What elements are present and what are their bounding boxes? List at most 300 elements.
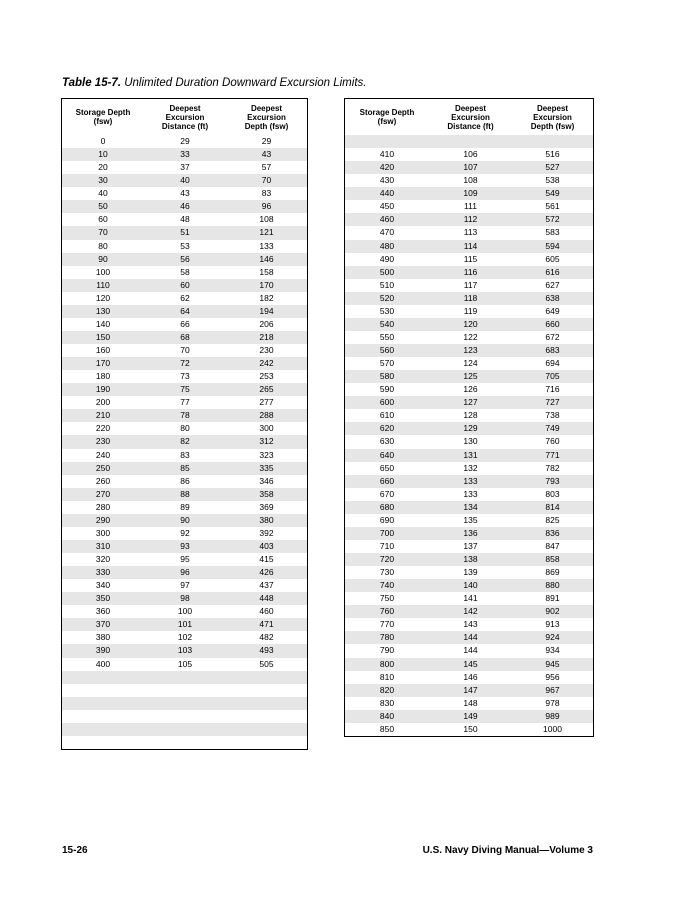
cell-excursion-distance: 77 (180, 397, 190, 408)
cell-storage-depth: 310 (95, 540, 111, 551)
table-row (345, 527, 593, 540)
table-row (62, 396, 307, 409)
cell-storage-depth: 200 (95, 397, 111, 408)
cell-excursion-distance: 73 (180, 371, 190, 382)
table-row (62, 540, 307, 553)
cell-excursion-distance: 92 (180, 527, 190, 538)
header-excursion-distance: Deepest Excursion Distance (ft) (161, 103, 209, 131)
cell-excursion-depth: 716 (545, 384, 560, 395)
cell-excursion-distance: 113 (463, 227, 478, 238)
cell-storage-depth: 650 (379, 462, 395, 473)
cell-storage-depth: 720 (379, 554, 395, 564)
cell-excursion-depth: 312 (259, 436, 274, 447)
cell-excursion-distance: 56 (180, 253, 190, 264)
cell-storage-depth: 700 (379, 527, 395, 538)
cell-storage-depth: 630 (379, 436, 395, 447)
table-row (62, 566, 307, 579)
table-row (62, 344, 307, 357)
cell-excursion-depth: 482 (259, 632, 274, 643)
cell-storage-depth: 610 (379, 410, 395, 421)
cell-excursion-distance: 89 (180, 501, 190, 512)
cell-excursion-distance: 70 (180, 345, 190, 355)
cell-excursion-depth: 133 (259, 240, 274, 251)
cell-storage-depth: 170 (95, 358, 111, 369)
cell-excursion-depth: 627 (545, 279, 560, 290)
cell-storage-depth: 510 (379, 279, 395, 290)
cell-excursion-depth: 426 (259, 567, 274, 578)
table-row (345, 435, 593, 448)
cell-storage-depth: 770 (379, 619, 395, 630)
cell-excursion-depth: 83 (261, 188, 272, 199)
cell-excursion-distance: 108 (463, 175, 478, 186)
cell-storage-depth: 350 (95, 593, 111, 604)
table-row (62, 292, 307, 305)
table-row (345, 475, 593, 488)
cell-excursion-distance: 117 (463, 279, 478, 290)
table-row (345, 449, 593, 462)
cell-storage-depth: 380 (95, 632, 111, 643)
cell-storage-depth: 370 (95, 619, 111, 630)
table-row (345, 383, 593, 396)
cell-excursion-depth: 782 (545, 462, 560, 473)
cell-excursion-depth: 1000 (543, 723, 562, 734)
cell-excursion-distance: 33 (180, 149, 190, 160)
cell-storage-depth: 850 (379, 723, 395, 734)
cell-excursion-depth: 206 (259, 318, 274, 329)
cell-storage-depth: 300 (95, 527, 111, 538)
table-row (62, 148, 307, 161)
cell-storage-depth: 260 (95, 475, 111, 486)
cell-excursion-distance: 29 (180, 136, 190, 146)
cell-storage-depth: 450 (379, 201, 395, 212)
cell-excursion-depth (226, 697, 307, 710)
cell-excursion-depth: 561 (545, 201, 560, 212)
cell-excursion-distance: 141 (463, 593, 478, 604)
cell-storage-depth: 60 (98, 214, 108, 225)
cell-storage-depth: 120 (95, 292, 111, 303)
cell-excursion-distance: 43 (180, 188, 190, 199)
cell-excursion-distance: 135 (463, 514, 478, 525)
cell-excursion-depth: 230 (259, 345, 274, 355)
table-row (345, 710, 593, 723)
cell-excursion-depth: 218 (259, 331, 274, 342)
cell-excursion-distance: 144 (463, 632, 478, 643)
table-row (345, 514, 593, 527)
cell-storage-depth: 780 (379, 632, 395, 643)
cell-excursion-distance (144, 736, 226, 749)
cell-storage-depth: 560 (379, 345, 395, 355)
cell-excursion-depth: 825 (545, 514, 560, 525)
table-row (62, 279, 307, 292)
cell-excursion-distance: 46 (180, 201, 190, 212)
cell-excursion-distance: 138 (463, 554, 478, 564)
cell-excursion-depth: 358 (259, 488, 274, 499)
table-row (345, 566, 593, 579)
cell-storage-depth: 50 (98, 201, 108, 212)
cell-excursion-depth: 277 (259, 397, 274, 408)
cell-storage-depth: 110 (96, 279, 110, 290)
cell-excursion-depth: 902 (545, 606, 560, 617)
cell-excursion-distance: 40 (180, 175, 190, 186)
cell-storage-depth: 440 (379, 188, 395, 199)
table-row (345, 305, 593, 318)
table-row (345, 331, 593, 344)
cell-storage-depth (62, 710, 144, 723)
cell-excursion-depth: 158 (259, 266, 274, 277)
cell-excursion-distance: 64 (180, 305, 190, 316)
cell-storage-depth: 820 (379, 684, 395, 695)
table-row (62, 240, 307, 253)
cell-excursion-depth: 369 (259, 501, 274, 512)
cell-excursion-distance (144, 723, 226, 736)
cell-excursion-depth: 649 (545, 305, 560, 316)
cell-storage-depth: 470 (379, 227, 395, 238)
header-storage-depth: Storage Depth (fsw) (359, 108, 415, 126)
table-row (345, 592, 593, 605)
cell-excursion-depth: 70 (261, 175, 272, 186)
cell-storage-depth (62, 736, 144, 749)
cell-excursion-distance: 119 (463, 305, 478, 316)
cell-excursion-depth: 265 (259, 384, 274, 395)
cell-storage-depth: 80 (98, 240, 108, 251)
cell-excursion-depth: 847 (545, 540, 560, 551)
cell-storage-depth: 420 (379, 162, 395, 173)
cell-excursion-depth: 694 (545, 358, 560, 369)
cell-excursion-depth: 880 (545, 580, 560, 591)
table-row (345, 671, 593, 684)
cell-storage-depth: 70 (98, 227, 108, 238)
cell-excursion-depth: 505 (259, 658, 274, 669)
cell-excursion-distance: 107 (463, 162, 478, 173)
cell-storage-depth: 130 (95, 305, 111, 316)
cell-storage-depth: 250 (95, 462, 111, 473)
table-row (62, 736, 307, 749)
cell-storage-depth: 710 (379, 540, 395, 551)
table-row (62, 435, 307, 448)
cell-excursion-depth: 891 (545, 593, 560, 604)
cell-storage-depth: 360 (95, 606, 111, 617)
cell-excursion-distance: 126 (463, 384, 478, 395)
cell-excursion-distance: 51 (180, 227, 190, 238)
table-row (62, 514, 307, 527)
table-row (345, 292, 593, 305)
cell-storage-depth (62, 697, 144, 710)
cell-excursion-distance: 62 (180, 292, 190, 303)
cell-excursion-distance: 90 (180, 514, 190, 525)
table-row (345, 200, 593, 213)
cell-storage-depth: 530 (379, 305, 395, 316)
cell-excursion-depth: 549 (545, 188, 560, 199)
table-row (345, 357, 593, 370)
table-row (62, 462, 307, 475)
cell-storage-depth: 600 (379, 397, 395, 408)
cell-excursion-depth (226, 710, 307, 723)
table-row (345, 631, 593, 644)
table-row (345, 618, 593, 631)
table-row (345, 553, 593, 566)
table-row (345, 226, 593, 239)
table-row (345, 213, 593, 226)
cell-excursion-distance: 136 (463, 527, 478, 538)
table-row (345, 540, 593, 553)
table-row (345, 266, 593, 279)
cell-storage-depth: 160 (95, 345, 111, 355)
cell-storage-depth: 220 (95, 423, 111, 434)
cell-excursion-distance: 125 (463, 371, 478, 382)
cell-storage-depth: 670 (379, 488, 395, 499)
table-row (62, 671, 307, 684)
table-row (62, 697, 307, 710)
cell-excursion-depth: 814 (545, 501, 560, 512)
cell-storage-depth: 620 (379, 423, 395, 434)
cell-excursion-distance (429, 135, 512, 148)
cell-storage-depth: 210 (95, 410, 111, 421)
cell-excursion-distance: 68 (180, 331, 190, 342)
table-row (345, 187, 593, 200)
cell-excursion-distance: 116 (463, 266, 478, 277)
cell-excursion-distance: 140 (463, 580, 478, 591)
cell-excursion-depth: 727 (545, 397, 560, 408)
table-row (62, 383, 307, 396)
cell-excursion-distance: 134 (463, 501, 478, 512)
cell-excursion-distance: 78 (180, 410, 190, 421)
cell-excursion-distance: 149 (463, 710, 478, 721)
cell-excursion-distance (144, 710, 226, 723)
cell-storage-depth: 90 (98, 253, 108, 264)
cell-storage-depth: 400 (95, 658, 111, 669)
table-row (345, 579, 593, 592)
table-number: Table 15-7. (62, 77, 122, 89)
table-body-right (345, 135, 593, 736)
cell-storage-depth: 730 (379, 567, 395, 578)
table-row (345, 135, 593, 148)
cell-excursion-distance: 97 (180, 580, 190, 591)
cell-excursion-distance: 128 (463, 410, 478, 421)
table-row (62, 475, 307, 488)
cell-excursion-distance: 127 (463, 397, 478, 408)
cell-storage-depth: 140 (95, 318, 111, 329)
excursion-table-right (344, 98, 594, 737)
cell-excursion-distance: 145 (463, 658, 478, 669)
cell-excursion-depth: 793 (545, 475, 560, 486)
cell-storage-depth: 410 (379, 149, 395, 160)
cell-storage-depth: 460 (379, 214, 395, 225)
cell-excursion-distance: 123 (463, 345, 478, 355)
table-row (62, 553, 307, 566)
cell-excursion-distance: 83 (180, 449, 190, 460)
cell-storage-depth: 750 (379, 593, 395, 604)
cell-excursion-depth: 738 (545, 410, 560, 421)
table-row (345, 488, 593, 501)
table-row (62, 644, 307, 657)
cell-excursion-depth: 605 (545, 253, 560, 264)
cell-excursion-depth: 380 (259, 514, 274, 525)
table-row (62, 579, 307, 592)
cell-excursion-distance: 144 (463, 645, 478, 656)
cell-excursion-distance: 105 (177, 658, 193, 669)
excursion-table-left (61, 98, 308, 750)
cell-storage-depth: 640 (379, 449, 395, 460)
table-row (62, 213, 307, 226)
cell-excursion-distance: 37 (180, 162, 190, 173)
cell-excursion-depth (226, 723, 307, 736)
table-row (62, 710, 307, 723)
table-header (62, 99, 307, 135)
table-row (62, 135, 307, 148)
cell-excursion-depth: 660 (545, 318, 560, 329)
cell-excursion-distance: 60 (180, 279, 190, 290)
cell-excursion-depth: 96 (261, 201, 272, 212)
cell-storage-depth (62, 723, 144, 736)
cell-excursion-distance: 75 (180, 384, 190, 395)
table-row (62, 161, 307, 174)
table-body-left (62, 135, 307, 749)
cell-excursion-depth: 749 (545, 423, 560, 434)
table-row (345, 370, 593, 383)
cell-excursion-depth: 146 (259, 253, 274, 264)
cell-excursion-distance: 111 (464, 201, 477, 212)
table-row (62, 618, 307, 631)
cell-storage-depth: 520 (379, 292, 395, 303)
cell-storage-depth (62, 671, 144, 684)
cell-excursion-distance: 124 (463, 358, 478, 369)
table-row (62, 331, 307, 344)
table-row (62, 253, 307, 266)
cell-excursion-depth: 448 (259, 593, 274, 604)
table-row (62, 422, 307, 435)
cell-excursion-distance: 48 (180, 214, 190, 225)
table-row (345, 318, 593, 331)
table-row (62, 684, 307, 697)
table-row (62, 501, 307, 514)
cell-excursion-distance: 118 (463, 292, 478, 303)
cell-excursion-depth: 945 (545, 658, 560, 669)
cell-excursion-depth: 253 (259, 371, 274, 382)
cell-excursion-depth: 415 (259, 554, 274, 564)
table-row (345, 462, 593, 475)
table-row (62, 592, 307, 605)
cell-excursion-depth: 760 (545, 436, 560, 447)
cell-excursion-distance: 86 (180, 475, 190, 486)
table-row (62, 200, 307, 213)
cell-excursion-distance: 103 (177, 645, 193, 656)
table-row (345, 148, 593, 161)
cell-storage-depth: 330 (95, 567, 111, 578)
table-row (345, 253, 593, 266)
cell-excursion-depth: 705 (545, 371, 560, 382)
cell-storage-depth: 660 (379, 475, 395, 486)
cell-excursion-depth: 913 (545, 619, 560, 630)
cell-storage-depth: 180 (95, 371, 111, 382)
cell-storage-depth: 40 (98, 188, 108, 199)
cell-excursion-depth: 57 (261, 162, 272, 173)
table-row (345, 344, 593, 357)
cell-excursion-depth: 323 (259, 449, 274, 460)
table-row (345, 279, 593, 292)
table-row (62, 174, 307, 187)
cell-excursion-depth: 121 (259, 227, 274, 238)
table-row (345, 723, 593, 736)
cell-excursion-depth: 583 (545, 227, 560, 238)
cell-storage-depth: 280 (95, 501, 111, 512)
cell-storage-depth: 20 (98, 162, 108, 173)
cell-excursion-depth: 934 (545, 645, 560, 656)
cell-excursion-distance (144, 671, 226, 684)
table-row (345, 697, 593, 710)
cell-storage-depth: 790 (379, 645, 395, 656)
cell-excursion-distance: 139 (463, 567, 478, 578)
cell-excursion-depth: 182 (259, 292, 274, 303)
cell-excursion-distance: 129 (463, 423, 478, 434)
header-excursion-depth: Deepest Excursion Depth (fsw) (530, 103, 575, 131)
cell-storage-depth: 150 (95, 331, 111, 342)
table-row (62, 409, 307, 422)
cell-excursion-depth (512, 135, 593, 148)
cell-excursion-distance: 147 (463, 684, 478, 695)
cell-excursion-distance: 143 (463, 619, 478, 630)
cell-excursion-distance: 80 (180, 423, 190, 434)
cell-storage-depth (345, 135, 429, 148)
table-row (345, 240, 593, 253)
cell-storage-depth: 10 (98, 149, 108, 160)
cell-excursion-distance: 106 (463, 149, 478, 160)
cell-excursion-distance: 100 (177, 606, 193, 617)
cell-excursion-depth: 527 (545, 162, 560, 173)
cell-excursion-depth: 771 (545, 449, 560, 460)
cell-excursion-depth: 460 (259, 606, 274, 617)
cell-excursion-depth: 437 (259, 580, 274, 591)
cell-storage-depth: 500 (379, 266, 395, 277)
cell-excursion-distance: 142 (463, 606, 478, 617)
table-row (345, 684, 593, 697)
cell-excursion-distance: 102 (177, 632, 193, 643)
header-storage-depth: Storage Depth (fsw) (75, 108, 131, 126)
cell-storage-depth: 800 (379, 658, 395, 669)
cell-excursion-depth: 858 (545, 554, 560, 564)
cell-excursion-depth: 594 (545, 240, 560, 251)
cell-excursion-depth (226, 671, 307, 684)
cell-excursion-depth: 346 (259, 475, 274, 486)
cell-excursion-depth: 194 (259, 305, 274, 316)
table-row (345, 422, 593, 435)
table-row (345, 174, 593, 187)
table-title: Unlimited Duration Downward Excursion Limits. (124, 77, 367, 89)
cell-excursion-distance: 88 (180, 488, 190, 499)
cell-excursion-distance: 137 (463, 540, 478, 551)
table-row (345, 501, 593, 514)
cell-excursion-depth: 638 (545, 292, 560, 303)
cell-storage-depth: 290 (95, 514, 111, 525)
cell-storage-depth: 760 (379, 606, 395, 617)
cell-excursion-depth: 836 (545, 527, 560, 538)
manual-title: U.S. Navy Diving Manual—Volume 3 (422, 845, 593, 856)
cell-storage-depth: 740 (379, 580, 395, 591)
cell-excursion-distance: 72 (180, 358, 190, 369)
cell-excursion-distance: 130 (463, 436, 478, 447)
cell-excursion-distance: 66 (180, 318, 190, 329)
cell-excursion-depth: 43 (261, 149, 272, 160)
cell-storage-depth: 490 (379, 253, 395, 264)
cell-excursion-depth: 392 (259, 527, 274, 538)
cell-storage-depth (62, 684, 144, 697)
cell-excursion-distance: 122 (463, 331, 478, 342)
table-row (62, 658, 307, 671)
table-row (345, 161, 593, 174)
cell-excursion-distance: 53 (180, 240, 190, 251)
cell-storage-depth: 30 (98, 175, 108, 186)
cell-storage-depth: 550 (379, 331, 395, 342)
cell-excursion-distance: 148 (463, 697, 478, 708)
